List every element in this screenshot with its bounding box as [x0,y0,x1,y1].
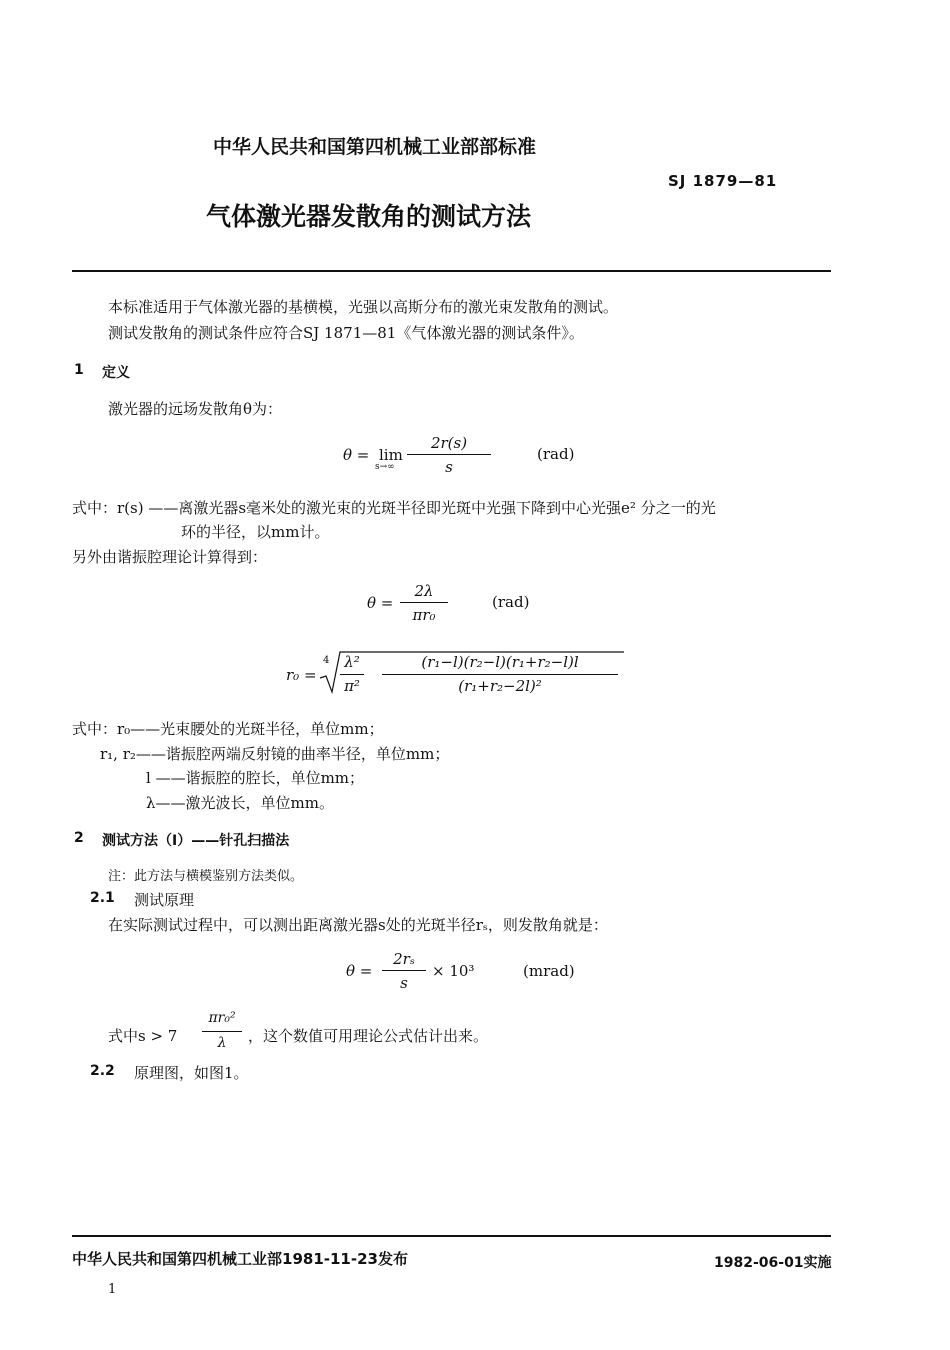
formula-1-lhs: θ = [343,446,370,464]
formula-4-multiplier: × 10³ [432,962,475,980]
where-list-line-3: l ——谐振腔的腔长，单位mm； [146,769,365,787]
formula-1-fraction-bar [407,454,491,455]
formula-2-numerator: 2λ [414,582,434,600]
section-1-title: 定义 [102,365,130,381]
subsection-2-1-number: 2.1 [90,890,115,906]
formula-3-numerator-1: λ² [344,653,360,671]
formula-3-denominator-1: π² [344,677,360,695]
subsection-2-1-title: 测试原理 [134,891,195,909]
page-number: 1 [108,1282,117,1297]
formula-1-lim-sub: s→∞ [375,462,395,472]
condition-suffix: ，这个数值可用理论公式估计出来。 [248,1027,489,1045]
subsection-2-2-text: 原理图，如图1。 [134,1064,249,1082]
formula-1-numerator: 2r(s) [430,434,468,452]
document-title: 气体激光器发散角的测试方法 [206,202,532,231]
formula-1-denominator: s [445,458,453,476]
subsection-2-2-number: 2.2 [90,1063,115,1079]
intro-paragraph-2: 测试发散角的测试条件应符合SJ 1871—81《气体激光器的测试条件》。 [108,324,584,342]
footer-rule [72,1235,831,1237]
header-rule [72,270,831,272]
condition-prefix: 式中s > 7 [108,1027,178,1045]
formula-4-lhs: θ = [346,962,373,980]
formula-3-lhs: r₀ = [286,666,317,684]
intro-paragraph-1: 本标准适用于气体激光器的基横模，光强以高斯分布的激光束发散角的测试。 [108,298,619,316]
formula-2-denominator: πr₀ [412,606,436,624]
formula-4-denominator: s [400,974,408,992]
condition-fraction-bar [202,1031,242,1032]
section-2-title: 测试方法（Ⅰ）——针孔扫描法 [102,833,290,849]
where-1-line-a: 式中：r(s) ——离激光器s毫米处的激光束的光斑半径即光斑中光强下降到中心光强e² 分之一的光 [72,499,716,517]
formula-3-bar-2 [382,674,618,675]
section-1-line-2: 另外由谐振腔理论计算得到： [72,548,268,566]
formula-2-unit: (rad) [492,593,530,611]
condition-denominator: λ [217,1035,227,1051]
where-list-line-4: λ——激光波长，单位mm。 [146,794,334,812]
section-2-note: 注：此方法与横模鉴别方法类似。 [108,869,304,884]
formula-1-unit: (rad) [537,445,575,463]
formula-2-fraction-bar [400,602,448,603]
formula-2-lhs: θ = [367,594,394,612]
where-list-line-1: 式中：r₀——光束腰处的光斑半径，单位mm； [72,720,384,738]
standard-code: SJ 1879—81 [668,172,778,190]
ministry-heading: 中华人民共和国第四机械工业部部标准 [213,136,537,158]
formula-4-unit: (mrad) [523,962,575,980]
formula-3-bar-1 [340,674,364,675]
where-1-line-b: 环的半径，以mm计。 [181,523,330,541]
footer-effective: 1982-06-01实施 [714,1255,832,1271]
section-2-number: 2 [74,830,84,846]
condition-numerator: πr₀² [208,1010,236,1026]
formula-4-numerator: 2rₛ [393,950,415,968]
formula-4-fraction-bar [382,970,426,971]
section-1-line-1: 激光器的远场发散角θ为： [108,400,283,418]
formula-3-numerator-2: (r₁−l)(r₂−l)(r₁+r₂−l)l [421,653,579,671]
subsection-2-1-text: 在实际测试过程中，可以测出距离激光器s处的光斑半径rₛ，则发散角就是： [108,916,608,934]
where-list-line-2: r₁, r₂——谐振腔两端反射镜的曲率半径，单位mm； [100,745,450,763]
formula-3-root-index: 4 [323,655,330,666]
footer-issued: 中华人民共和国第四机械工业部1981-11-23发布 [72,1250,408,1268]
formula-1-lim: lim [379,446,403,464]
section-1-number: 1 [74,362,84,378]
formula-3-denominator-2: (r₁+r₂−2l)² [458,677,542,695]
